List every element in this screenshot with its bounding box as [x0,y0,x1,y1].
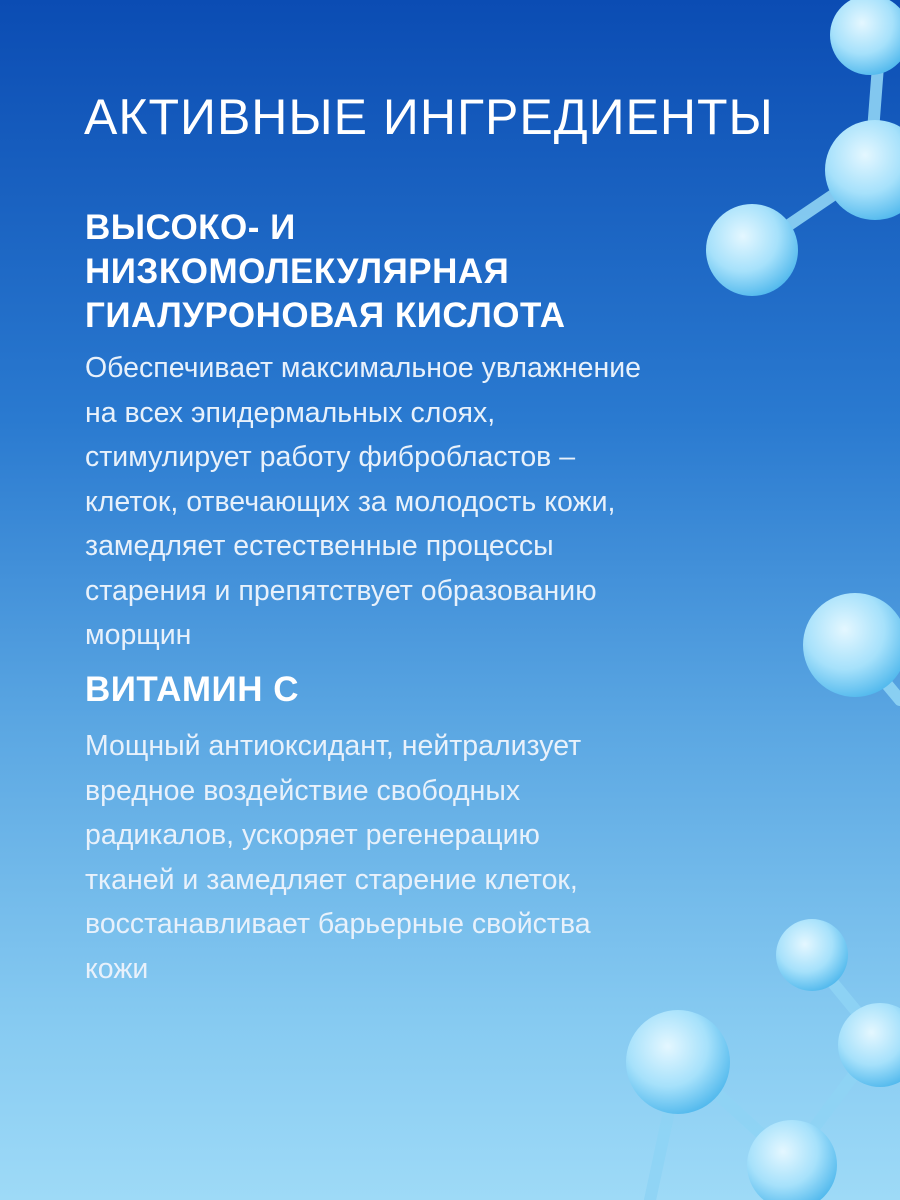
ingredient-heading-vitamin-c [85,668,299,712]
molecule-atom [830,0,900,75]
ingredient-heading-hyaluronic [85,206,565,338]
heading-line: НИЗКОМОЛЕКУЛЯРНАЯ [85,252,510,291]
ingredient-description-hyaluronic [85,346,785,658]
ingredient-description-vitamin-c [85,724,785,991]
heading-line: ГИАЛУРОНОВАЯ КИСЛОТА [85,296,566,335]
page-title: АКТИВНЫЕ ИНГРЕДИЕНТЫ [84,89,774,145]
heading-line: ВЫСОКО- И [85,208,296,247]
description-line: радикалов, ускоряет регенерацию [85,819,540,851]
molecule-atom [803,593,900,697]
description-line: на всех эпидермальных слоях, [85,396,496,429]
molecule-atom [825,120,900,220]
molecule-atom [626,1010,730,1114]
description-line: Мощный антиоксидант, нейтрализует [85,730,582,762]
description-line: морщин [85,619,192,651]
description-line: тканей и замедляет старение клеток, [85,863,578,896]
description-line: стимулирует работу фибробластов – [85,441,576,473]
description-line: восстанавливает барьерные свойства [85,908,591,940]
description-line: замедляет естественные процессы [85,530,554,562]
description-line: старения и препятствует образованию [85,574,597,607]
description-line: вредное воздействие свободных [85,774,521,807]
heading-line: ВИТАМИН С [85,670,299,709]
description-line: Обеспечивает максимальное увлажнение [85,352,641,384]
molecule-atom [706,204,798,296]
description-line: кожи [85,952,149,985]
molecule-atom [776,919,848,991]
description-line: клеток, отвечающих за молодость кожи, [85,485,616,518]
